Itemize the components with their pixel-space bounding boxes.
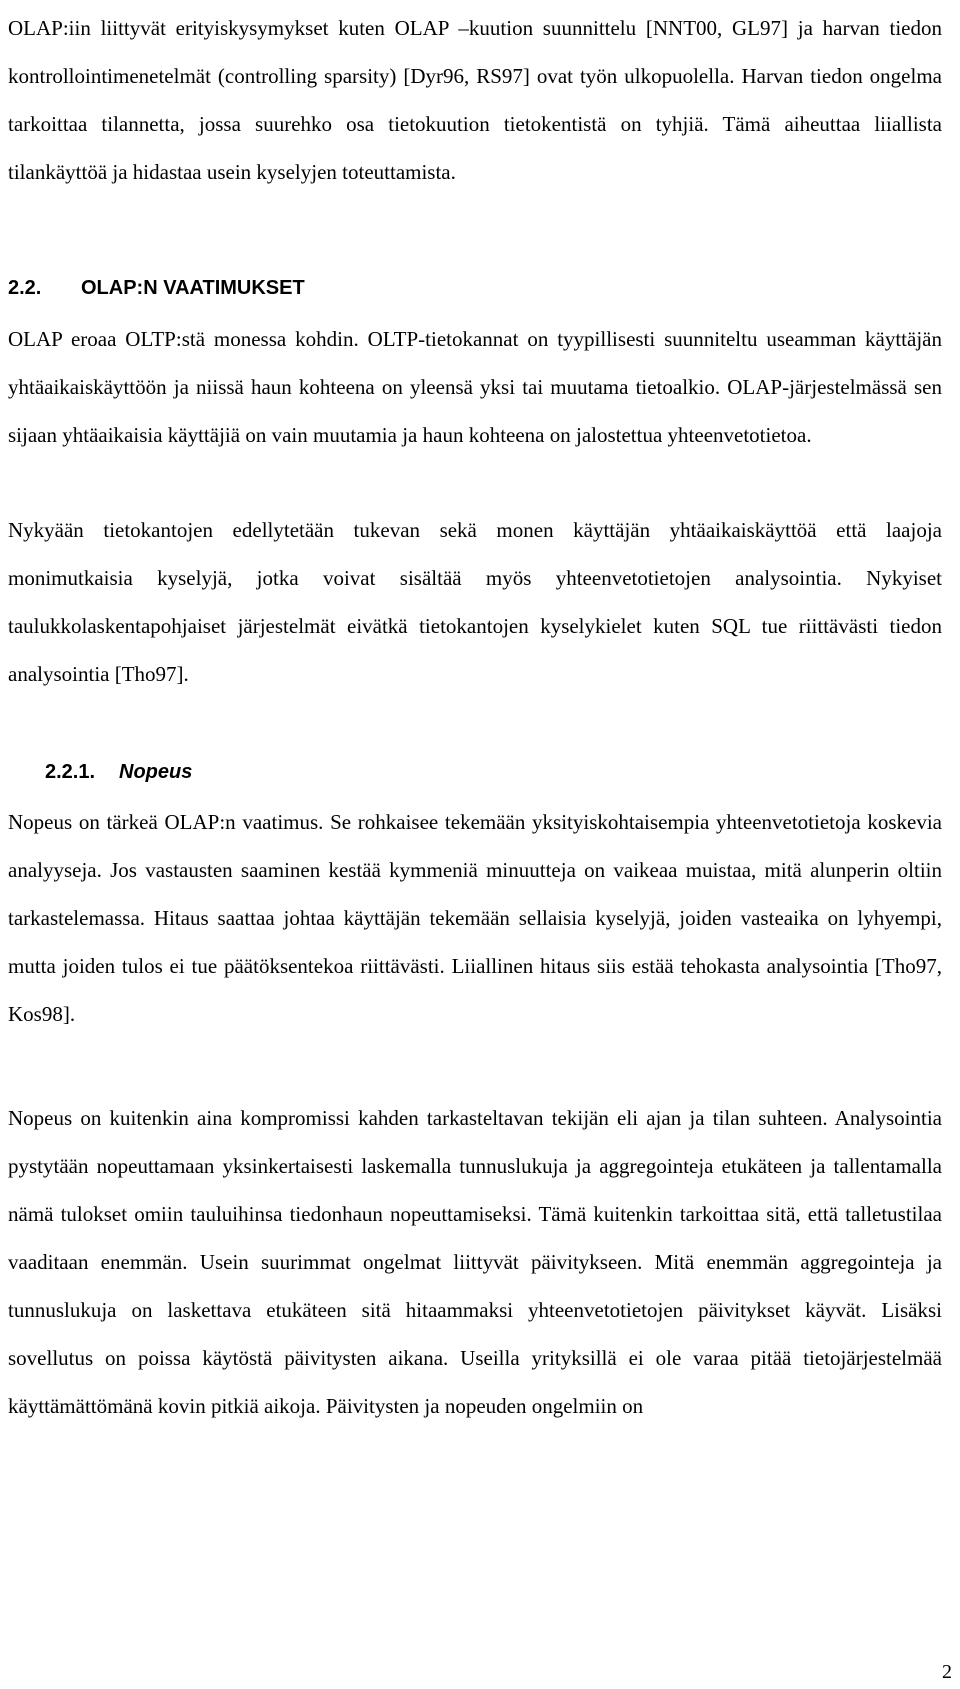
paragraph-today-text: Nykyään tietokantojen edellytetään tukevan sekä monen käyttäjän yhtäaikaiskäyttöä että laajoja monimutkaisia kyselyjä, jotka voivat sisältää myös yhteenvetotietojen analysointia. Nykyiset taulukkolaskentapohjaiset järjestelmät eivätkä tietokantojen kyselykielet kuten SQL tue riittävästi tiedon analysointia [Tho97].	[8, 518, 942, 686]
paragraph-speed	[8, 798, 942, 1038]
paragraph-intro-text: OLAP:iin liittyvät erityiskysymykset kuten OLAP –kuution suunnittelu [NNT00, GL97] ja harvan tiedon kontrollointimenetelmät (controlling sparsity) [Dyr96, RS97] ovat työn ulkopuolella. Harvan tiedon ongelma tarkoittaa tilannetta, jossa suurehko osa tietokuution tietokentistä on tyhjiä. Tämä aiheuttaa liiallista tilankäyttöä ja hidastaa usein kyselyjen toteuttamista.	[8, 16, 942, 184]
section-heading	[8, 275, 305, 301]
paragraph-intro	[8, 4, 942, 196]
paragraph-compromise-text: Nopeus on kuitenkin aina kompromissi kahden tarkasteltavan tekijän eli ajan ja tilan suhteen. Analysointia pystytään nopeuttamaan yksinkertaisesti laskemalla tunnuslukuja ja aggregointeja etukäteen ja tallentamalla nämä tulokset omiin tauluihinsa tiedonhaun nopeuttamiseksi. Tämä kuitenkin tarkoittaa sitä, että talletustilaa vaaditaan enemmän. Usein suurimmat ongelmat liittyvät päivitykseen. Mitä enemmän aggregointeja ja tunnuslukuja on laskettava etukäteen sitä hitaammaksi yhteenvetotietojen päivitykset käyvät. Lisäksi sovellutus on poissa käytöstä päivitysten aikana. Useilla yrityksillä ei ole varaa pitää tietojärjestelmää käyttämättömänä kovin pitkiä aikoja. Päivitysten ja nopeuden ongelmiin on	[8, 1106, 942, 1418]
subsection-heading	[45, 759, 192, 785]
paragraph-speed-text: Nopeus on tärkeä OLAP:n vaatimus. Se rohkaisee tekemään yksityiskohtaisempia yhteenvetotietoja koskevia analyyseja. Jos vastausten saaminen kestää kymmeniä minuutteja on vaikeaa muistaa, mitä alunperin oltiin tarkastelemassa. Hitaus saattaa johtaa käyttäjän tekemään sellaisia kyselyjä, joiden vasteaika on lyhyempi, mutta joiden tulos ei tue päätöksentekoa riittävästi. Liiallinen hitaus siis estää tehokasta analysointia [Tho97, Kos98].	[8, 810, 942, 1026]
paragraph-compromise	[8, 1094, 942, 1430]
section-title: OLAP:N VAATIMUKSET	[81, 277, 305, 299]
page-number: 2	[942, 1661, 952, 1683]
subsection-title: Nopeus	[119, 761, 193, 783]
paragraph-oltp-text: OLAP eroaa OLTP:stä monessa kohdin. OLTP-tietokannat on tyypillisesti suunniteltu useamman käyttäjän yhtäaikaiskäyttöön ja niissä haun kohteena on yleensä yksi tai muutama tietoalkio. OLAP-järjestelmässä sen sijaan yhtäaikaisia käyttäjiä on vain muutamia ja haun kohteena on jalostettua yhteenvetotietoa.	[8, 327, 942, 447]
section-number: 2.2.	[8, 277, 42, 299]
paragraph-today	[8, 506, 942, 698]
subsection-number: 2.2.1.	[45, 761, 96, 783]
paragraph-oltp	[8, 315, 942, 459]
